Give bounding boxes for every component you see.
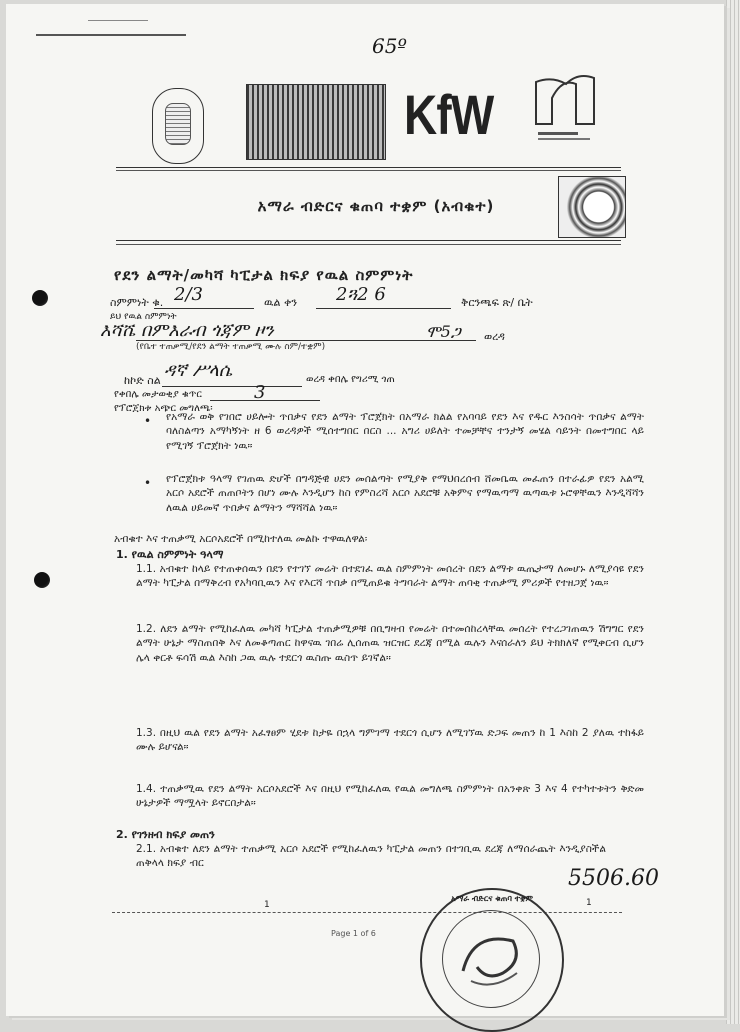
bullet-marker: • [144,476,152,490]
handwritten-page-mark: 65º [372,34,407,58]
address-value: ዳኛ ሥላሴ [164,360,233,381]
date-line [316,308,451,309]
scanned-document-page [6,4,724,1016]
id-number-label: የቀበሌ መታወቂያ ቁጥር [114,389,202,400]
date-label: ዉል ቀን [264,296,298,309]
clause-1-4: 1.4. ተጠቃሚዉ የደን ልማት አርሶአደሮች እና በዚህ የሚከፈለዉ የዉል መግለጫ ስምምነት በአንቀጽ 3 እና 4 የተካተቱትን ቅድመ ሁኔታዎች ማሟላት ይኖርበታል። [136,783,644,810]
footer-mark-right: 1 [586,898,592,908]
agreement-number-line [154,308,254,309]
project-bullet-2: የፕሮጀክቱ ዓላማ የገጠዉ ድሆች በግዳጅዊ ሀደን መሰልጣት የሚያቅ የማህበረሰብ ሸመቤዉ መፈጠን በተራፊዎ የደን አልሚ አርሶ አደሮች ጠጠቦትን በሆነ ሙሉ እንዲሆን ከስ የምስረሻ አርሶ አደሮቹ አቅምና የማዉጣማ ዉጣዉቱ ኑሮዋቸዉን እንዲሻሻን ለዉል ሀይመኛ ጥበቃና ልማትን ማሻሻል ነዉ። [166,473,644,514]
section-1-heading: 1. የዉል ስምምነት ዓላማ [116,548,224,561]
header-rule-top-thin [116,170,621,171]
address-suffix: ወረዳ ቀበሌ የግሪሚ ጎጠ [306,374,395,385]
kfw-logo: KfW [404,83,494,146]
party-name-line [136,340,476,341]
clause-1-3: 1.3. በዚህ ዉል የደን ልማት አፈፃፀም ሂደቱ ከታዬ በኋላ ግምገማ ተደርጎ ሲሆን ለሚገኘዉ ድጋፍ መጠን ከ 1 እስከ 2 ያለዉ ተከፋይ ሙሉ ይሆናል። [136,727,644,754]
project-bullet-1: የአማራ ወቅ የገበሮ ሀይሎት ጥበቃና የደን ልማት ፕሮጀክት በአማራ ክልል የአባባይ የደን እና የዱር እንስሳት ጥበቃና ልማት ባለስልጣን አማካኝነት ዘ 6 ወረዳዎች ሚሰተግበር በርስ ... አግሪ ሀይለት ተመቻቸና ተንታኝ መሄል ሳይንት በመተግበር ላይ የሚገኝ ፕሮጀክት ነዉ። [166,411,644,452]
party-intro-label: ይህ የዉል ስምምነት [110,312,177,322]
punch-hole-top [32,290,48,306]
cooperation-logo-mark [532,74,600,154]
branch-label: ቅርንጫፍ ጽ/ ቤት [461,296,533,309]
header-rule-bottom-thin [116,244,621,245]
cooperation-logo [532,74,600,154]
kebele-label: ወረዳ [484,330,505,343]
scribble-line [36,34,186,36]
page-number: Page 1 of 6 [331,929,376,938]
handwritten-amount: 5506.60 [568,866,659,891]
stamp-text: አማራ ብድርና ቁጠባ ተቋም [451,894,533,903]
clause-1-1: 1.1. አብቁተ ከላይ የተጠቀሰዉን በደን የተገኘ መሬት በተደገፈ ዉል ስምምነት መሰረት በደን ልማቱ ዉጤታማ ለመሆኑ ለሚያሳዩ የደን ልማት ካፒታል በማቅረብ የአካባቢዉን እና የእርሻ ጥበቃ በሚጠይቁ ትግባራት ልማት ጠባቂ ተጠቃሚ ምሪዎች የተዘጋጀ ነዉ። [136,563,644,590]
amhara-emblem-logo [152,88,204,164]
official-stamp [420,888,564,1032]
building-photo-logo [246,84,386,160]
footer-mark-left: 1 [264,900,270,910]
project-description-label: የፕሮጀክቱ አጭር መግለጫ፡ [114,403,213,414]
bullet-marker: • [144,414,152,428]
address-label: ከኮድ ስል [124,374,161,387]
party-name-value: እሻሼ በምእራብ ጎጃም ዞን [100,320,274,341]
party-name-caption: (የቤተ ተጠቃሚ/የደን ልማት ተጠቃሚ ሙሉ ስም/ተቋም) [136,342,326,352]
header-rule-top [116,167,621,168]
kebele-value: ሞ5ጋ [426,322,461,341]
date-value: 2ጓ2 6 [336,284,386,305]
clause-2-1: 2.1. አብቁተ ለደን ልማት ተጠቃሚ አርሶ አደሮች የሚከፈለዉን ካፒታል መጠን በተገቢዉ ደረጃ ለማሰራጨት እንዲያስችል ጠቅላላ ክፍያ ብር [136,843,606,870]
stamp-inner-ring [442,910,540,1008]
agreement-number-label: ስምምነት ቁ. [110,296,164,309]
agreement-number-value: 2/3 [174,284,203,305]
document-title: የደን ልማት/መካሻ ካፒታል ክፍያ የዉል ስምምነት [114,266,414,284]
institute-name: አማራ ብድርና ቁጠባ ተቋም (አብቁተ) [257,197,495,215]
address-line [162,386,302,387]
institute-swirl-logo [558,176,626,238]
stamp-emblem-icon [443,911,539,1007]
clause-1-2: 1.2. ለደን ልማት የሚከፈለዉ መካሻ ካፒታል ተጠቃሚዎቹ በቢግዛብ የመሬት በተመሰከረላቸዉ መሰረት የተረጋገጠዉን ሽግግር የደን ልማት ሁኔታ ማስጠበቅ እና ለመቆጣጠር ከዋናዉ ገበሬ ሊሰጠዉ ዝርዝር ደረጃ በሚል ዉሉን እናሰራለን ይህ ትክክለኛ የሚቀርብ ሲሆን ሌላ ቀርቶ ፍሳሽ ዉል እስከ ጋዉ ዉሉ ተደርጎ ዉስጡ ዉስጥ ይገኛል። [136,623,644,664]
scribble-line [88,20,148,21]
section-2-heading: 2. የገንዘብ ክፍያ መጠን [116,828,215,841]
header-rule-bottom [116,240,621,241]
page-stack-edge [726,0,740,1024]
punch-hole-bottom [34,572,50,588]
parties-intro: አብቁተ እና ተጠቃሚ አርሶአደሮች በሚከተለዉ መልኩ ተዋዉለዋል፡ [114,533,368,545]
id-number-value: 3 [254,382,266,403]
